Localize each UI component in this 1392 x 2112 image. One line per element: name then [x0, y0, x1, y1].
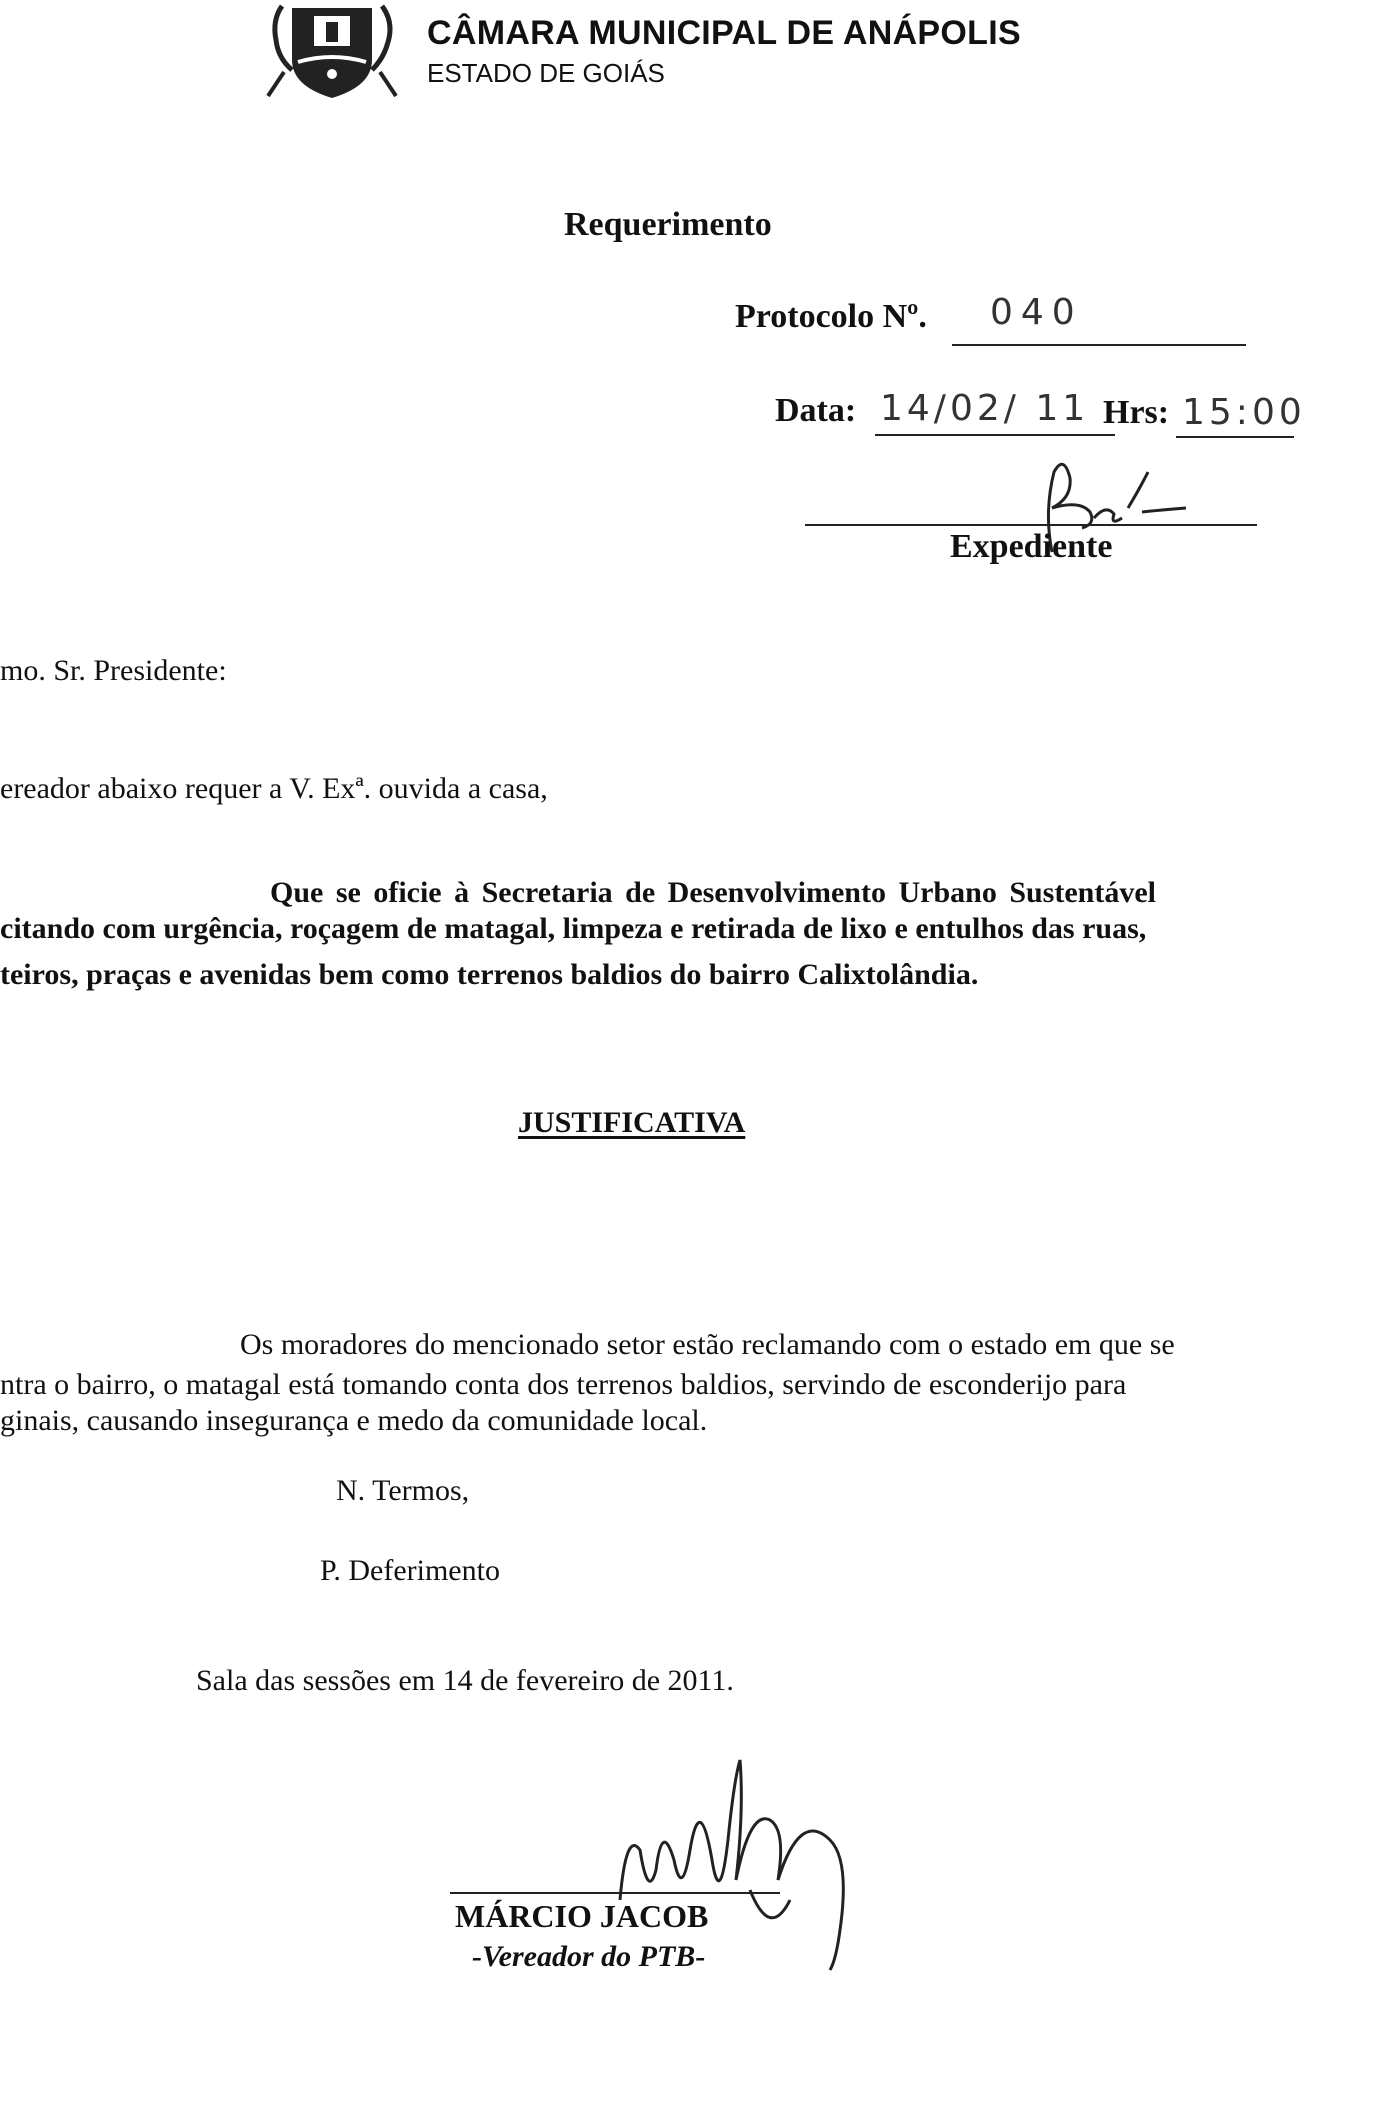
hours-underline — [1176, 436, 1294, 438]
hours-label: Hrs: — [1103, 394, 1170, 431]
date-underline — [875, 434, 1115, 436]
request-line-1: Que se oficie à Secretaria de Desenvolvimento Urbano Sustentável — [270, 876, 1156, 909]
protocol-number: 040 — [990, 292, 1083, 333]
coat-of-arms-logo — [262, 0, 402, 104]
protocol-underline — [952, 344, 1246, 346]
document-title: Requerimento — [564, 206, 772, 243]
request-line-3: teiros, praças e avenidas bem como terrenos baldios do bairro Calixtolândia. — [0, 958, 979, 991]
place-and-date: Sala das sessões em 14 de fevereiro de 2011. — [196, 1664, 734, 1697]
justification-line-1: Os moradores do mencionado setor estão reclamando com o estado em que se — [240, 1328, 1175, 1361]
expediente-label: Expediente — [950, 528, 1113, 565]
signer-name: MÁRCIO JACOB — [455, 1898, 709, 1934]
institution-name: CÂMARA MUNICIPAL DE ANÁPOLIS — [427, 14, 1021, 52]
closing-deferimento: P. Deferimento — [320, 1554, 500, 1587]
state-name: ESTADO DE GOIÁS — [427, 58, 665, 88]
signer-role: -Vereador do PTB- — [472, 1940, 706, 1973]
closing-termos: N. Termos, — [336, 1474, 470, 1507]
expediente-line — [805, 524, 1257, 526]
date-value: 14/02/ 11 — [880, 388, 1090, 429]
salutation: mo. Sr. Presidente: — [0, 654, 227, 687]
intro-line: ereador abaixo requer a V. Exª. ouvida a casa, — [0, 772, 548, 805]
request-line-2: citando com urgência, roçagem de matagal, limpeza e retirada de lixo e entulhos das ruas, — [0, 912, 1147, 945]
justification-heading: JUSTIFICATIVA — [518, 1106, 746, 1139]
justification-line-3: ginais, causando insegurança e medo da comunidade local. — [0, 1404, 708, 1437]
hours-value: 15:00 — [1182, 392, 1306, 433]
justification-line-2: ntra o bairro, o matagal está tomando conta dos terrenos baldios, servindo de esconderijo para — [0, 1368, 1127, 1401]
date-label: Data: — [775, 392, 857, 429]
protocol-label: Protocolo Nº. — [735, 298, 927, 335]
signature-line — [450, 1892, 780, 1894]
